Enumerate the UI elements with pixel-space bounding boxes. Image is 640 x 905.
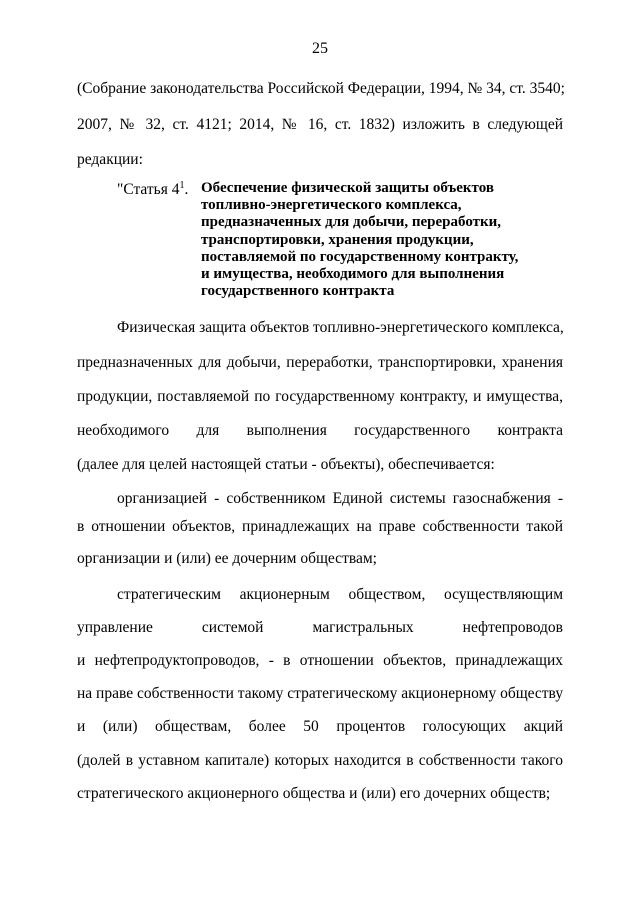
paragraph-line: предназначенных для добычи, переработки, транспортировки, хранения [77,354,563,371]
article-title-line: транспортировки, хранения продукции, [201,231,474,248]
article-title-line: и имущества, необходимого для выполнения [201,266,505,283]
article-title [201,180,563,300]
paragraph-line: на праве собственности такому стратегическому акционерному обществу [77,685,564,702]
paragraph-line: организацией - собственником Единой системы газоснабжения - [117,490,563,507]
intro-line: (Собрание законодательства Российской Федерации, 1994, № 34, ст. 3540; [77,80,565,97]
article-title-line: топливно-энергетического комплекса, [201,197,462,214]
paragraph-line: и (или) обществам, более 50 процентов голосующих акций [77,718,563,735]
paragraph-line: стратегического акционерного общества и (или) его дочерних обществ; [77,785,551,802]
article-title-line: поставляемой по государственному контракту, [201,248,519,265]
intro-line: редакции: [77,151,143,168]
article-title-line: Обеспечение физической защиты объектов [201,180,494,196]
paragraph-line: стратегическим акционерным обществом, осуществляющим [117,586,563,603]
page-number: 25 [312,40,328,57]
article-label-superscript: 1 [179,179,185,191]
paragraph-line: (долей в уставном капитале) которых находится в собственности такого [77,752,563,769]
paragraph-line: необходимого для выполнения государственного контракта [77,422,563,439]
article-label [117,180,188,200]
intro-line: 2007, № 32, ст. 4121; 2014, № 16, ст. 1832) изложить в следующей [77,116,563,133]
paragraph-line: продукции, поставляемой по государственному контракту, и имущества, [77,388,563,405]
paragraph-line: Физическая защита объектов топливно-энергетического комплекса, [117,319,564,336]
article-label-suffix: . [184,181,189,198]
paragraph-line: управление системой магистральных нефтепроводов [77,619,563,636]
article-title-line: государственного контракта [201,283,395,300]
article-label-text: "Статья 4 [117,181,180,198]
paragraph-line: в отношении объектов, принадлежащих на праве собственности такой [77,518,563,535]
article-title-line: предназначенных для добычи, переработки, [201,214,502,231]
paragraph-line: (далее для целей настоящей статьи - объекты), обеспечивается: [77,456,495,473]
paragraph-line: и нефтепродуктопроводов, - в отношении объектов, принадлежащих [77,652,563,669]
paragraph-line: организации и (или) ее дочерним обществам; [77,550,377,567]
